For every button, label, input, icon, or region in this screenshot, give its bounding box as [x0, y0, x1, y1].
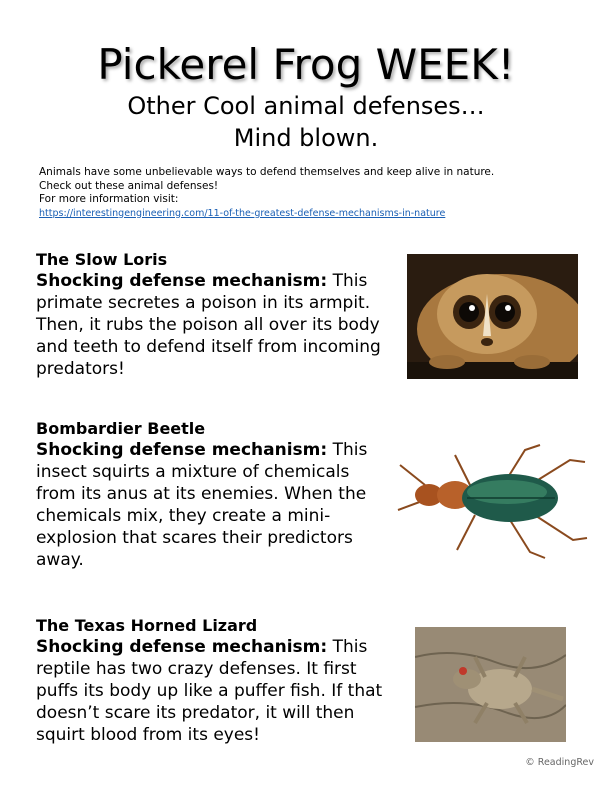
section-bombardier-beetle: [36, 419, 376, 571]
subtitle-line-1: Other Cool animal defenses…: [127, 92, 485, 120]
credit-footer: © ReadingRev: [525, 757, 594, 768]
page-subtitle: [0, 90, 612, 154]
section-label: Shocking defense mechanism:: [36, 637, 328, 657]
intro-line-2: Check out these animal defenses!: [39, 179, 219, 192]
section-text: This primate secretes a poison in its armpit. Then, it rubs the poison all over its body and teeth to defend itself from incoming predators!: [36, 271, 381, 379]
section-body: [36, 270, 396, 380]
intro-line-1: Animals have some unbelievable ways to defend themselves and keep alive in nature.: [39, 166, 495, 178]
info-link[interactable]: https://interestingengineering.com/11-of-the-greatest-defense-mechanisms-in-nature: [39, 207, 446, 219]
section-title: The Slow Loris: [36, 250, 168, 269]
page-title: Pickerel Frog WEEK!: [97, 40, 515, 89]
section-slow-loris: [36, 250, 396, 380]
section-text: This insect squirts a mixture of chemicals from its anus at its enemies. When the chemicals mix, they create a mini-explosion that scares their predictors away.: [36, 440, 368, 570]
intro-block: [39, 166, 579, 220]
section-title: Bombardier Beetle: [36, 419, 206, 438]
intro-line-3: For more information visit:: [39, 193, 179, 205]
section-texas-horned-lizard: [36, 616, 396, 746]
slow-loris-photo: [407, 254, 578, 379]
lizard-photo: [415, 627, 566, 742]
beetle-photo: [395, 440, 591, 565]
section-body: [36, 439, 376, 571]
section-body: [36, 636, 396, 746]
section-label: Shocking defense mechanism:: [36, 271, 328, 291]
section-title: The Texas Horned Lizard: [36, 616, 258, 635]
section-label: Shocking defense mechanism:: [36, 440, 328, 460]
section-text: This reptile has two crazy defenses. It first puffs its body up like a puffer fish. If that doesn’t scare its predator, it will then squirt blood from its eyes!: [36, 637, 383, 745]
subtitle-line-2: Mind blown.: [233, 124, 379, 152]
